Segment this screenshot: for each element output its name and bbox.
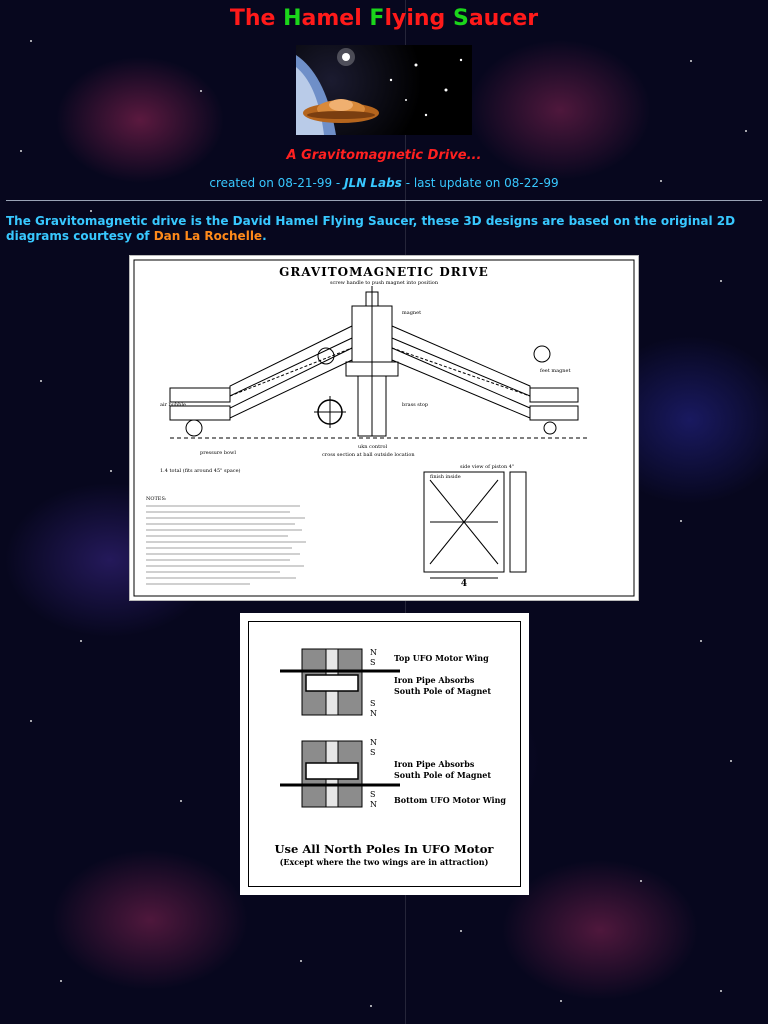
iron-pipe-label: South Pole of Magnet <box>394 686 492 696</box>
update-date: - last update on 08-22-99 <box>401 176 559 190</box>
figure2-caption: Use All North Poles In UFO Motor <box>274 842 494 856</box>
s-label: S <box>370 790 376 799</box>
top-note: screw handle to push magnet into position <box>329 280 439 286</box>
flying-saucer-image <box>296 45 472 135</box>
iron-pipe-label: Iron Pipe Absorbs <box>394 675 475 685</box>
dan-la-rochelle-link[interactable]: Dan La Rochelle <box>153 229 263 243</box>
air-bubble-label: air bubble <box>160 402 186 408</box>
bottom-wing-label: Bottom UFO Motor Wing <box>394 795 506 805</box>
title-part: F <box>369 6 385 31</box>
dimension-label: 4 <box>460 579 468 589</box>
intro-text: The Gravitomagnetic drive is the David Hamel Flying Saucer, these 3D designs are based on the original 2D diagrams courtesy of <box>6 214 736 243</box>
n-label: N <box>370 648 377 657</box>
title-part: aucer <box>468 6 539 31</box>
jln-labs-link[interactable]: JLN Labs <box>344 176 402 190</box>
top-wing-label: Top UFO Motor Wing <box>394 653 489 663</box>
page-title <box>0 6 768 31</box>
magnet-label: magnet <box>402 310 422 316</box>
finish-label: finish inside <box>430 474 461 480</box>
created-date: created on 08-21-99 - <box>209 176 345 190</box>
gravitomagnetic-drive-diagram <box>130 256 638 600</box>
title-part: lying <box>384 6 453 31</box>
n-label: N <box>370 709 377 718</box>
notes-heading: NOTES: <box>146 496 167 502</box>
ufo-motor-wing-diagram <box>240 613 529 895</box>
divider <box>6 200 762 201</box>
side-view-label: side view of piston 4" <box>460 464 515 470</box>
brass-stop-label: brass stop <box>402 402 429 408</box>
s-label: S <box>370 748 376 757</box>
subtitle: A Gravitomagnetic Drive... <box>286 148 482 163</box>
intro-paragraph <box>6 214 756 244</box>
n-label: N <box>370 800 377 809</box>
title-part: amel <box>301 6 370 31</box>
title-part: The <box>229 6 284 31</box>
diagram-title: GRAVITOMAGNETIC DRIVE <box>279 265 489 279</box>
title-part: H <box>283 6 302 31</box>
feet-magnet-label: feet magnet <box>540 368 571 374</box>
s-label: S <box>370 658 376 667</box>
iron-pipe-label: Iron Pipe Absorbs <box>394 759 475 769</box>
n-label: N <box>370 738 377 747</box>
title-part: S <box>452 6 469 31</box>
pressure-bowl-label: pressure bowl <box>200 450 236 456</box>
cross-section-label: cross section at ball outside location <box>322 452 415 458</box>
s-label: S <box>370 699 376 708</box>
iron-pipe-label: South Pole of Magnet <box>394 770 492 780</box>
intro-end: . <box>262 229 267 243</box>
dia-label: 1.4 total (fits around 45" space) <box>160 468 241 474</box>
figure2-subcaption: (Except where the two wings are in attraction) <box>279 857 489 867</box>
ukn-label: ukn control <box>358 444 388 450</box>
credits-line <box>0 176 768 190</box>
